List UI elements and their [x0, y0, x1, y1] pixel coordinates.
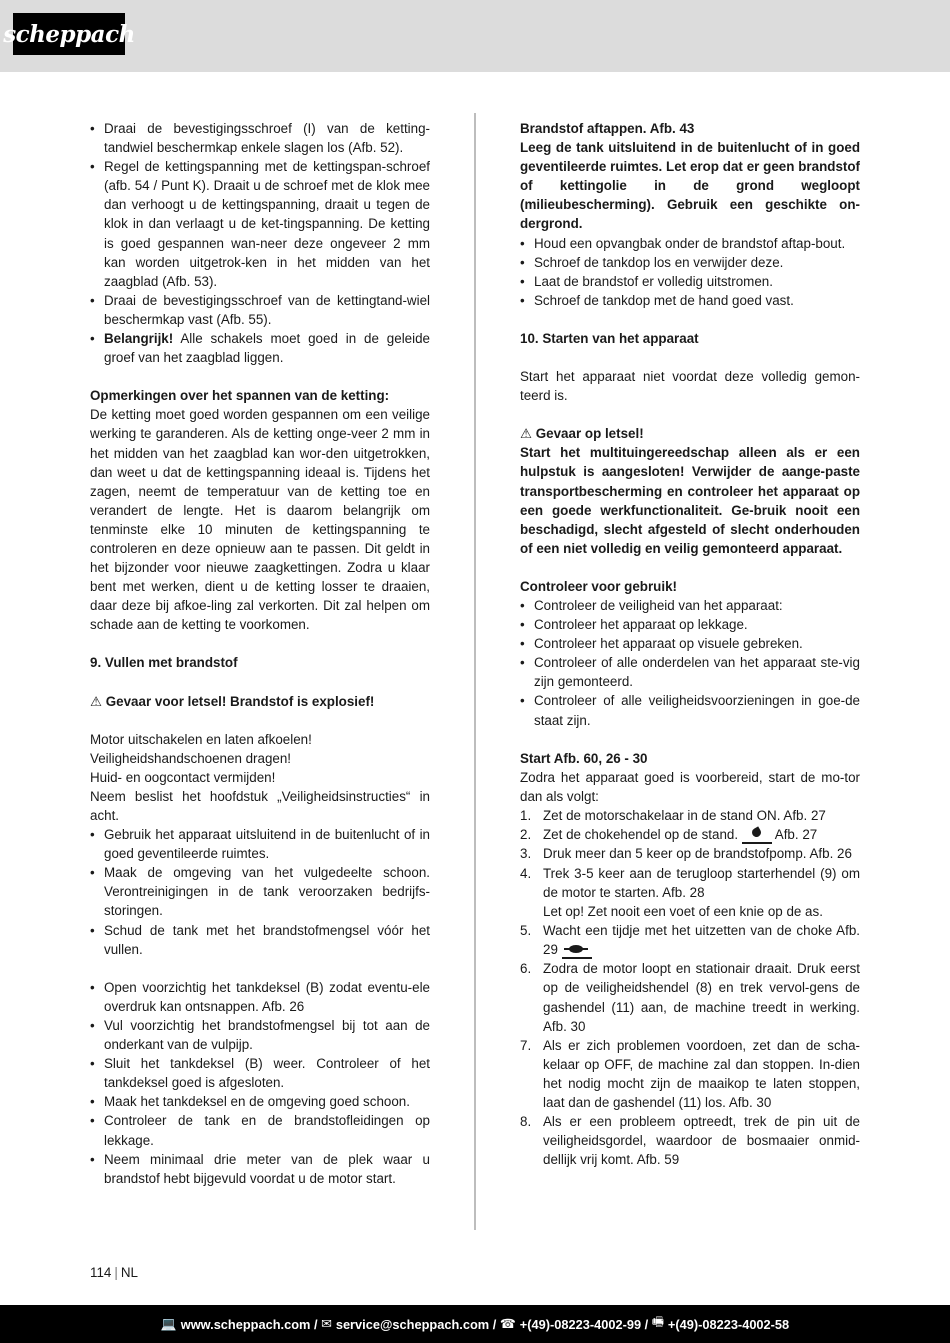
- check-heading: Controleer voor gebruik!: [520, 578, 677, 594]
- website-link[interactable]: www.scheppach.com /: [180, 1316, 318, 1332]
- warning-icon: ⚠: [520, 426, 533, 442]
- check-list: [520, 596, 860, 730]
- fax-number: +(49)-08223-4002-58: [667, 1316, 790, 1332]
- mail-icon: ✉: [321, 1316, 332, 1331]
- important-text: Alle schakels moet goed in de geleide groef van het zaagblad liggen.: [104, 331, 430, 366]
- drain-heading: Brandstof aftappen. Afb. 43: [520, 121, 695, 136]
- section-10-heading: 10. Starten van het apparaat: [520, 330, 699, 346]
- remarks-paragraph: De ketting moet goed worden gespannen om een veilige werking te garanderen. Als de ketting onge-veer 2 mm in het midden van het zaagblad kan wor-den uitgetrokken, dan weet u dat de kettingspanning ideaal is. Tijdens het zagen, neemt de temperatuur van de ketting toe en verandert de lengte. Het is daarom belangrijk om tenminste elke 10 minuten de kettingspanning te controleren en deze opnieuw aan te passen. Dit geldt in het bijzonder voor nieuwe zaagkettingen. Zodra u klaar bent met werken, dient u de ketting losser te draaien, daar deze bij afkoe-ling zal verkorten. Dit zal helpen om schade aan de ketting te voorkomen.: [90, 407, 430, 633]
- fuel-warning: [90, 692, 430, 711]
- step-item: 1. Zet de motorschakelaar in de stand ON. Afb. 27: [520, 807, 826, 823]
- start-heading: Start Afb. 60, 26 - 30: [520, 750, 648, 766]
- list-item: • Controleer of alle onderdelen van het apparaat ste-vig zijn gemonteerd.: [520, 653, 860, 691]
- chain-tension-steps: [90, 119, 430, 367]
- safety-line: Neem beslist het hoofdstuk „Veiligheidsinstructies“ in acht.: [90, 788, 430, 823]
- list-item: • Houd een opvangbak onder de brandstof aftap-bout.: [520, 234, 860, 253]
- step-item: 8. Als er een probleem optreedt, trek de pin uit de veiligheidsgordel, waardoor de bosmaaier onmid-dellijk vrij komt. Afb. 59: [520, 1114, 860, 1168]
- left-column: [90, 119, 430, 1188]
- column-divider: [474, 113, 476, 1230]
- scheppach-logo: scheppach: [13, 13, 125, 55]
- list-item: • Controleer het apparaat op lekkage.: [520, 615, 860, 634]
- list-item: • Open voorzichtig het tankdeksel (B) zodat eventu-ele overdruk kan ontsnappen. Afb. 26: [90, 978, 430, 1016]
- page-number: 114 | NL: [90, 1265, 138, 1280]
- page-number-value: 114: [90, 1265, 112, 1280]
- danger-heading: [520, 424, 860, 443]
- list-item: • Draai de bevestigingsschroef (I) van de ketting-tandwiel beschermkap enkele slagen los (Afb. 52).: [90, 119, 430, 157]
- choke-open-icon: [562, 941, 592, 959]
- list-item: • Gebruik het apparaat uitsluitend in de buitenlucht of in goed geventileerde ruimtes.: [90, 825, 430, 863]
- email-link[interactable]: service@scheppach.com /: [335, 1316, 497, 1332]
- list-item: [90, 329, 430, 367]
- warning-icon: ⚠: [90, 693, 103, 709]
- step-item: 2. Zet de chokehendel op de stand. Afb. 27: [520, 825, 860, 844]
- list-item: • Controleer of alle veiligheidsvoorzieningen in goe-de staat zijn.: [520, 691, 860, 729]
- section-10-paragraph: Start het apparaat niet voordat deze volledig gemon-teerd is.: [520, 369, 860, 404]
- list-item: • Vul voorzichtig het brandstofmengsel bij tot aan de onderkant van de vulpijp.: [90, 1016, 430, 1054]
- list-item: • Schud de tank met het brandstofmengsel vóór het vullen.: [90, 921, 430, 959]
- step-item: 6. Zodra de motor loopt en stationair draait. Druk eerst op de veiligheidshendel (8) en trek vervol-gens de gashendel (11) aan, de machine treedt in werking. Afb. 30: [520, 961, 860, 1034]
- list-item: • Controleer de veiligheid van het apparaat:: [520, 596, 860, 615]
- drain-warning: Leeg de tank uitsluitend in de buitenlucht of in goed geventileerde ruimtes. Let erop dat er geen brandstof of kettingolie in de grond wegloopt (milieubescherming). Gebruik een geschikte on-dergrond.: [520, 140, 860, 232]
- drain-list: [520, 234, 860, 310]
- list-item: • Maak de omgeving van het vulgedeelte schoon. Verontreinigingen in de tank veroorzaken bedrijfs-storingen.: [90, 863, 430, 920]
- remarks-heading: Opmerkingen over het spannen van de ketting:: [90, 388, 390, 404]
- list-item: • Maak het tankdeksel en de omgeving goed schoon.: [90, 1092, 430, 1111]
- fuel-warning-text: Gevaar voor letsel! Brandstof is explosief!: [105, 693, 375, 709]
- important-label: Belangrijk!: [104, 331, 174, 347]
- fax-icon: 🖷: [651, 1314, 664, 1329]
- step-item: 7. Als er zich problemen voordoen, zet dan de scha-kelaar op OFF, de machine zal dan stoppen. In-dien het nodig mocht zijn de maaikop te laten stoppen, laat dan de gashendel (11) los. Afb. 30: [520, 1037, 860, 1111]
- start-intro: Zodra het apparaat goed is voorbereid, start de mo-tor dan als volgt:: [520, 769, 860, 804]
- right-column: [520, 119, 860, 1169]
- phone-number: +(49)-08223-4002-99 /: [519, 1316, 649, 1332]
- safety-line: Motor uitschakelen en laten afkoelen!: [90, 731, 312, 747]
- danger-paragraph: Start het multituingereedschap alleen als er een hulpstuk is aangesloten! Verwijder de aange-paste transportbescherming en controleer het apparaat op een goede werkfunctionaliteit. Ge-bruik nooit een beschadigd, slecht afgesteld of slecht onderhouden of een niet volledig en veilig gemonteerd apparaat.: [520, 445, 860, 556]
- list-item: • Draai de bevestigingsschroef van de kettingtand-wiel beschermkap vast (Afb. 55).: [90, 291, 430, 329]
- safety-line: Veiligheidshandschoenen dragen!: [90, 750, 292, 766]
- refuel-list: [90, 978, 430, 1188]
- page-language: NL: [120, 1265, 138, 1280]
- start-steps: [520, 806, 860, 1170]
- phone-icon: ☎: [499, 1316, 516, 1331]
- page-header: [0, 0, 950, 72]
- step-item: 3. Druk meer dan 5 keer op de brandstofpomp. Afb. 26: [520, 846, 852, 862]
- contact-footer: [0, 1305, 950, 1343]
- list-item: • Sluit het tankdeksel (B) weer. Controleer of het tankdeksel goed is afgesloten.: [90, 1054, 430, 1092]
- list-item: • Controleer het apparaat op visuele gebreken.: [520, 634, 860, 653]
- danger-heading-text: Gevaar op letsel!: [535, 426, 644, 442]
- safety-line: Huid- en oogcontact vermijden!: [90, 769, 276, 785]
- list-item: • Controleer de tank en de brandstofleidingen op lekkage.: [90, 1111, 430, 1149]
- list-item: • Schroef de tankdop los en verwijder deze.: [520, 253, 860, 272]
- section-9-heading: 9. Vullen met brandstof: [90, 655, 238, 671]
- list-item: • Neem minimaal drie meter van de plek waar u brandstof hebt bijgevuld voordat u de motor start.: [90, 1150, 430, 1188]
- computer-icon: 💻: [160, 1316, 177, 1331]
- choke-closed-icon: [742, 826, 772, 844]
- step-item: 4. Trek 3-5 keer aan de terugloop starterhendel (9) om de motor te starten. Afb. 28 Let op! Zet nooit een voet of een knie op de as.: [520, 865, 860, 919]
- step-item: 5. Wacht een tijdje met het uitzetten van de choke Afb. 29: [520, 921, 860, 960]
- list-item: • Schroef de tankdop met de hand goed vast.: [520, 291, 860, 310]
- list-item: • Laat de brandstof er volledig uitstromen.: [520, 272, 860, 291]
- fuel-prep-list: [90, 825, 430, 959]
- list-item: • Regel de kettingspanning met de kettingspan-schroef (afb. 54 / Punt K). Draait u de schroef met de klok mee dan verhoogt u de kettingspanning, draait u tegen de klok in dan verlaagt u de ket-tingspanning. De ketting is goed gespannen wan-neer deze ongeveer 2 mm kan worden uitgetrok-ken in het midden van het zaagblad (Afb. 53).: [90, 157, 430, 291]
